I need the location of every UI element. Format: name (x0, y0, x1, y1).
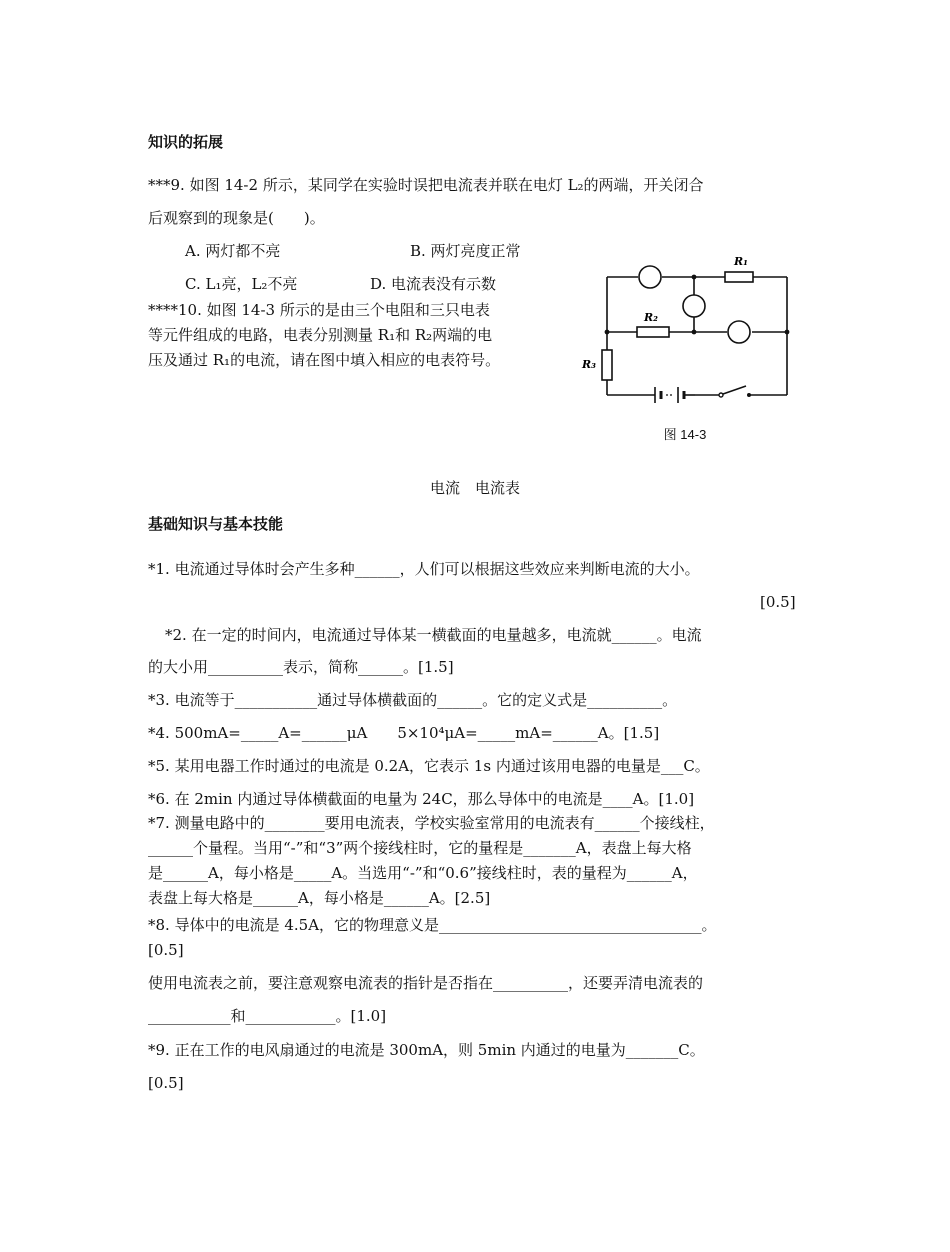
q9-option-c: C. L₁亮，L₂不亮 (185, 275, 298, 293)
q10-line1: ****10. 如图 14-3 所示的是由三个电阻和三只电表 (148, 301, 490, 319)
q9-option-a: A. 两灯都不亮 (185, 242, 281, 260)
circuit-diagram (582, 255, 800, 415)
resistor-r2 (637, 327, 669, 337)
resistor-r1 (725, 272, 753, 282)
battery (655, 387, 695, 403)
meter-middle (728, 321, 750, 343)
junction-center (692, 330, 697, 335)
s2-q9-line1: *9. 正在工作的电风扇通过的电流是 300mA，则 5min 内通过的电量为_______C。 (148, 1041, 705, 1059)
s2-q9-line2: [0.5] (148, 1074, 184, 1092)
section-subheading-basics: 基础知识与基本技能 (148, 515, 284, 533)
q9-line1: ***9. 如图 14-2 所示，某同学在实验时误把电流表并联在电灯 L₂的两端，开关闭合 (148, 176, 704, 194)
s2-q3: *3. 电流等于___________通过导体横截面的______。它的定义式是__________。 (148, 691, 678, 709)
s2-q2-line2: 的大小用__________表示，简称______。[1.5] (148, 658, 454, 676)
meter-vertical (683, 295, 705, 317)
resistor-r3 (602, 350, 612, 380)
s2-note-line1: 使用电流表之前，要注意观察电流表的指针是否指在__________，还要弄清电流表的 (148, 974, 704, 992)
s2-q1-score: [0.5] (760, 593, 796, 611)
junction-left (605, 330, 610, 335)
q9-line2: 后观察到的现象是( )。 (148, 209, 325, 227)
s2-note-line2: ___________和____________。[1.0] (148, 1007, 387, 1025)
s2-q8-line2: [0.5] (148, 941, 184, 959)
s2-q7-line2: ______个量程。当用“-”和“3”两个接线柱时，它的量程是_______A，表盘上每大格 (148, 839, 692, 857)
s2-q8-line1: *8. 导体中的电流是 4.5A，它的物理意义是___________________________________。 (148, 916, 717, 934)
q9-option-d: D. 电流表没有示数 (370, 275, 497, 293)
label-r1: R₁ (734, 255, 748, 268)
q10-line3: 压及通过 R₁的电流，请在图中填入相应的电表符号。 (148, 351, 501, 369)
section-heading-current: 电流 电流表 (429, 479, 520, 497)
s2-q6: *6. 在 2min 内通过导体横截面的电量为 24C，那么导体中的电流是____A。[1.0] (148, 790, 695, 808)
label-r2: R₂ (644, 311, 658, 324)
junction-right (785, 330, 790, 335)
meter-top (639, 266, 661, 288)
s2-q5: *5. 某用电器工作时通过的电流是 0.2A，它表示 1s 内通过该用电器的电量是___C。 (148, 757, 710, 775)
s2-q7-line1: *7. 测量电路中的________要用电流表，学校实验室常用的电流表有______个接线柱， (148, 814, 715, 832)
junction-top (692, 275, 697, 280)
section-title-extension: 知识的拓展 (148, 133, 224, 151)
s2-q4: *4. 500mA=_____A=______μA 5×10⁴μA=_____mA=______A。[1.5] (148, 724, 660, 742)
q10-line2: 等元件组成的电路，电表分别测量 R₁和 R₂两端的电 (148, 326, 493, 344)
s2-q1-text: *1. 电流通过导体时会产生多种______，人们可以根据这些效应来判断电流的大小。 (148, 560, 700, 578)
s2-q2-line1: *2. 在一定的时间内，电流通过导体某一横截面的电量越多，电流就______。电流 (165, 626, 702, 644)
q9-option-b: B. 两灯亮度正常 (410, 242, 521, 260)
s2-q7-line3: 是______A，每小格是_____A。当选用“-”和“0.6”接线柱时，表的量程为______A， (148, 864, 698, 882)
figure-caption: 图 14-3 (663, 427, 707, 442)
switch (719, 386, 751, 397)
label-r3: R₃ (582, 358, 596, 371)
s2-q7-line4: 表盘上每大格是______A，每小格是______A。[2.5] (148, 889, 491, 907)
